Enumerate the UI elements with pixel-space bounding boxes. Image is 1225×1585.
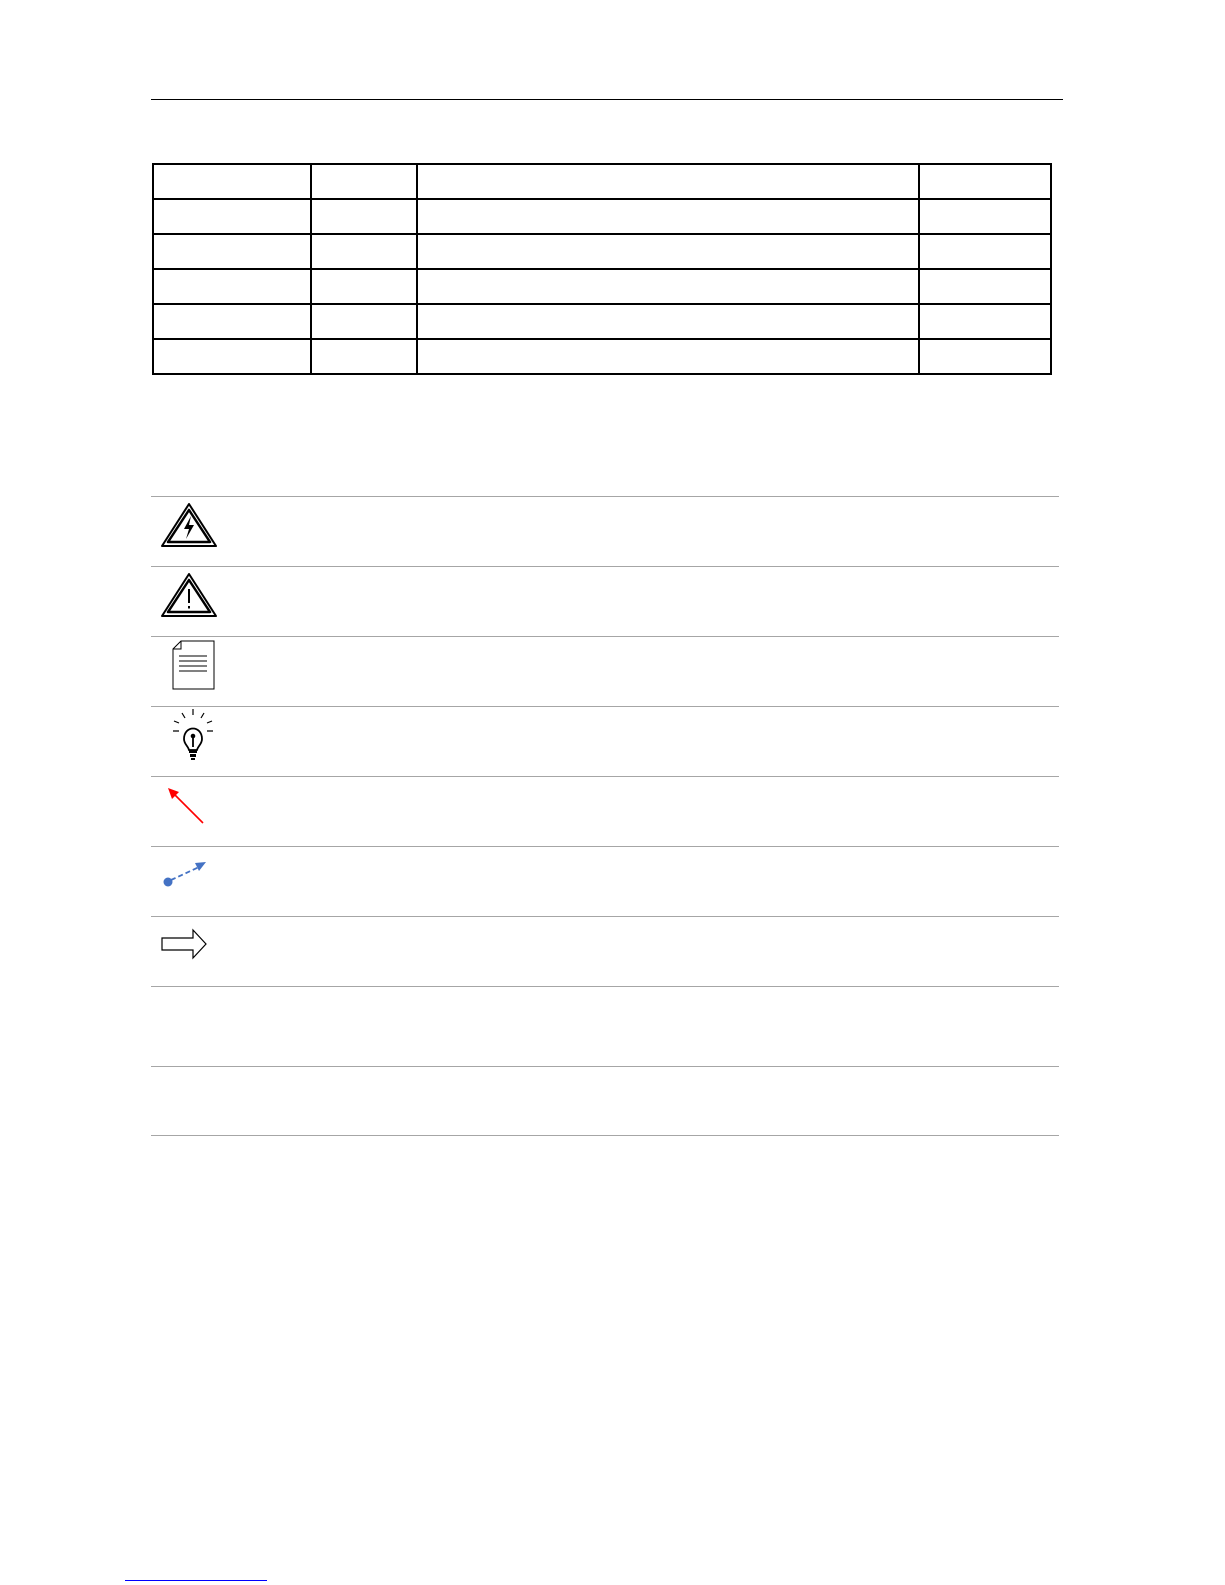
table-cell [919, 339, 1051, 374]
outline-arrow-icon [159, 917, 219, 985]
symbol-row [151, 496, 1059, 566]
note-document-icon [159, 637, 219, 705]
table-cell [311, 269, 417, 304]
table-cell [153, 164, 311, 199]
symbol-row [151, 566, 1059, 636]
table-cell [417, 269, 919, 304]
symbol-conventions-list [151, 496, 1059, 1136]
table-cell [311, 234, 417, 269]
tip-lightbulb-icon [159, 707, 219, 775]
header-rule [151, 99, 1063, 100]
table-cell [311, 199, 417, 234]
table-cell [153, 199, 311, 234]
table-cell [153, 234, 311, 269]
table-cell [417, 164, 919, 199]
table-cell [417, 304, 919, 339]
electrical-hazard-icon [159, 497, 219, 565]
table-cell [153, 304, 311, 339]
symbol-row [151, 916, 1059, 986]
table-row [153, 339, 1051, 374]
table-cell [153, 339, 311, 374]
symbol-row [151, 636, 1059, 706]
symbol-row [151, 986, 1059, 1066]
dashed-arrow-icon [159, 847, 219, 915]
table-cell [311, 164, 417, 199]
table-cell [919, 234, 1051, 269]
footer-link-underline[interactable] [125, 1580, 267, 1581]
table-row [153, 304, 1051, 339]
table-row [153, 199, 1051, 234]
table-cell [417, 234, 919, 269]
table-cell [919, 164, 1051, 199]
table-cell [417, 339, 919, 374]
table-cell [417, 199, 919, 234]
symbol-row [151, 1066, 1059, 1136]
table-cell [919, 304, 1051, 339]
warning-icon [159, 567, 219, 635]
table-cell [311, 339, 417, 374]
table-row [153, 234, 1051, 269]
table-row [153, 269, 1051, 304]
table-row [153, 164, 1051, 199]
symbol-row [151, 846, 1059, 916]
symbol-row [151, 776, 1059, 846]
red-arrow-icon [159, 777, 219, 845]
table-cell [919, 199, 1051, 234]
table-cell [311, 304, 417, 339]
symbol-row [151, 706, 1059, 776]
revision-table [152, 163, 1052, 375]
table-cell [919, 269, 1051, 304]
table-cell [153, 269, 311, 304]
